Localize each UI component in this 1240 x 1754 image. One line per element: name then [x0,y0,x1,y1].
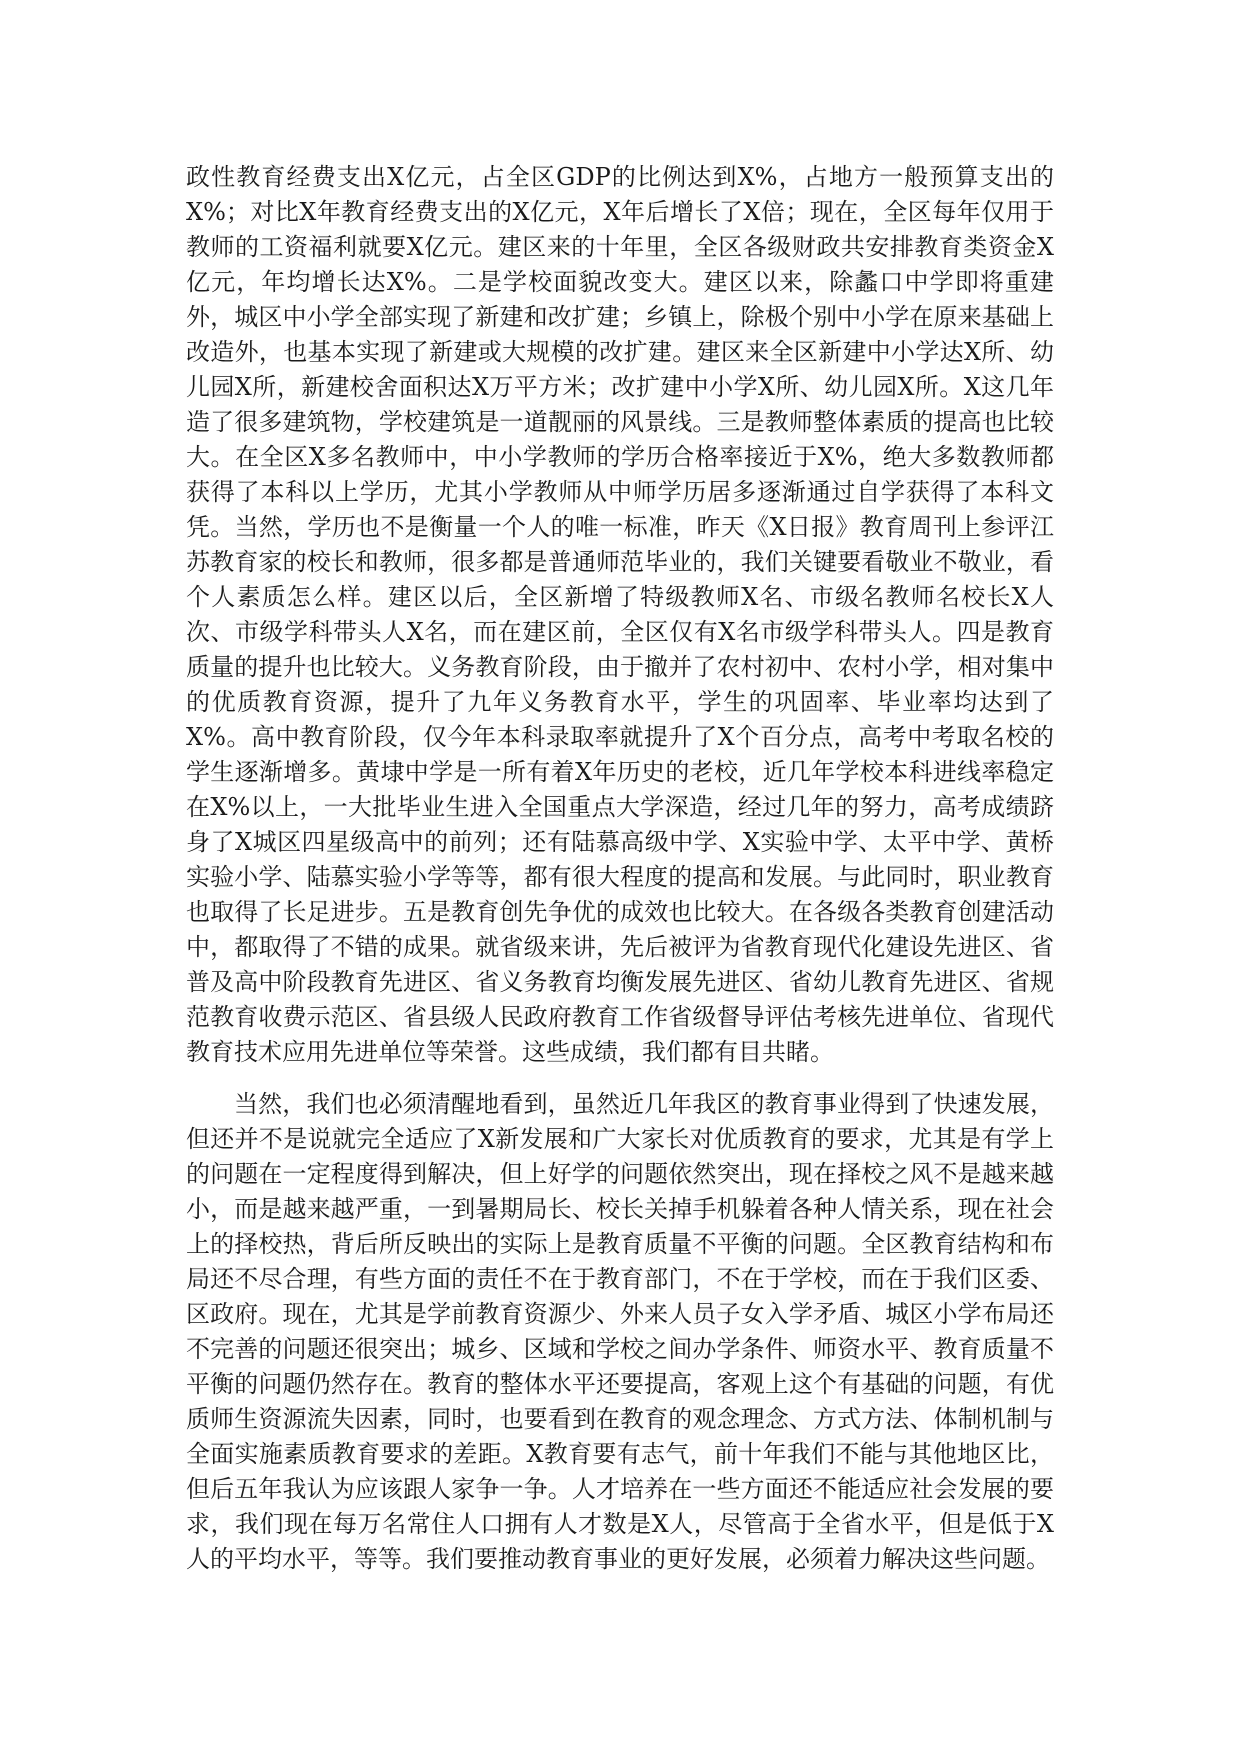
paragraph-continued: 政性教育经费支出X亿元，占全区GDP的比例达到X%，占地方一般预算支出的X%；对比X年教育经费支出的X亿元，X年后增长了X倍；现在，全区每年仅用于教师的工资福利就要X亿元。建区来的十年里，全区各级财政共安排教育类资金X亿元，年均增长达X%。二是学校面貌改变大。建区以来，除蠡口中学即将重建外，城区中小学全部实现了新建和改扩建；乡镇上，除极个别中小学在原来基础上改造外，也基本实现了新建或大规模的改扩建。建区来全区新建中小学达X所、幼儿园X所，新建校舍面积达X万平方米；改扩建中小学X所、幼儿园X所。X这几年造了很多建筑物，学校建筑是一道靓丽的风景线。三是教师整体素质的提高也比较大。在全区X多名教师中，中小学教师的学历合格率接近于X%，绝大多数教师都获得了本科以上学历，尤其小学教师从中师学历居多逐渐通过自学获得了本科文凭。当然，学历也不是衡量一个人的唯一标准，昨天《X日报》教育周刊上参评江苏教育家的校长和教师，很多都是普通师范毕业的，我们关键要看敬业不敬业，看个人素质怎么样。建区以后，全区新增了特级教师X名、市级名教师名校长X人次、市级学科带头人X名，而在建区前，全区仅有X名市级学科带头人。四是教育质量的提升也比较大。义务教育阶段，由于撤并了农村初中、农村小学，相对集中的优质教育资源，提升了九年义务教育水平，学生的巩固率、毕业率均达到了X%。高中教育阶段，仅今年本科录取率就提升了X个百分点，高考中考取名校的学生逐渐增多。黄埭中学是一所有着X年历史的老校，近几年学校本科进线率稳定在X%以上，一大批毕业生进入全国重点大学深造，经过几年的努力，高考成绩跻身了X城区四星级高中的前列；还有陆慕高级中学、X实验中学、太平中学、黄桥实验小学、陆慕实验小学等等，都有很大程度的提高和发展。与此同时，职业教育也取得了长足进步。五是教育创先争优的成效也比较大。在各级各类教育创建活动中，都取得了不错的成果。就省级来讲，先后被评为省教育现代化建设先进区、省普及高中阶段教育先进区、省义务教育均衡发展先进区、省幼儿教育先进区、省规范教育收费示范区、省县级人民政府教育工作省级督导评估考核先进单位、省现代教育技术应用先进单位等荣誉。这些成绩，我们都有目共睹。 [186,163,1054,1066]
paragraph: 当然，我们也必须清醒地看到，虽然近几年我区的教育事业得到了快速发展，但还并不是说就完全适应了X新发展和广大家长对优质教育的要求，尤其是有学上的问题在一定程度得到解决，但上好学的问题依然突出，现在择校之风不是越来越小，而是越来越严重，一到暑期局长、校长关掉手机躲着各种人情关系，现在社会上的择校热，背后所反映出的实际上是教育质量不平衡的问题。全区教育结构和布局还不尽合理，有些方面的责任不在于教育部门，不在于学校，而在于我们区委、区政府。现在，尤其是学前教育资源少、外来人员子女入学矛盾、城区小学布局还不完善的问题还很突出；城乡、区域和学校之间办学条件、师资水平、教育质量不平衡的问题仍然存在。教育的整体水平还要提高，客观上这个有基础的问题，有优质师生资源流失因素，同时，也要看到在教育的观念理念、方式方法、体制机制与全面实施素质教育要求的差距。X教育要有志气，前十年我们不能与其他地区比，但后五年我认为应该跟人家争一争。人才培养在一些方面还不能适应社会发展的要求，我们现在每万名常住人口拥有人才数是X人，尽管高于全省水平，但是低于X人的平均水平，等等。我们要推动教育事业的更好发展，必须着力解决这些问题。 [186,1090,1054,1573]
document-body [186,160,1054,1577]
